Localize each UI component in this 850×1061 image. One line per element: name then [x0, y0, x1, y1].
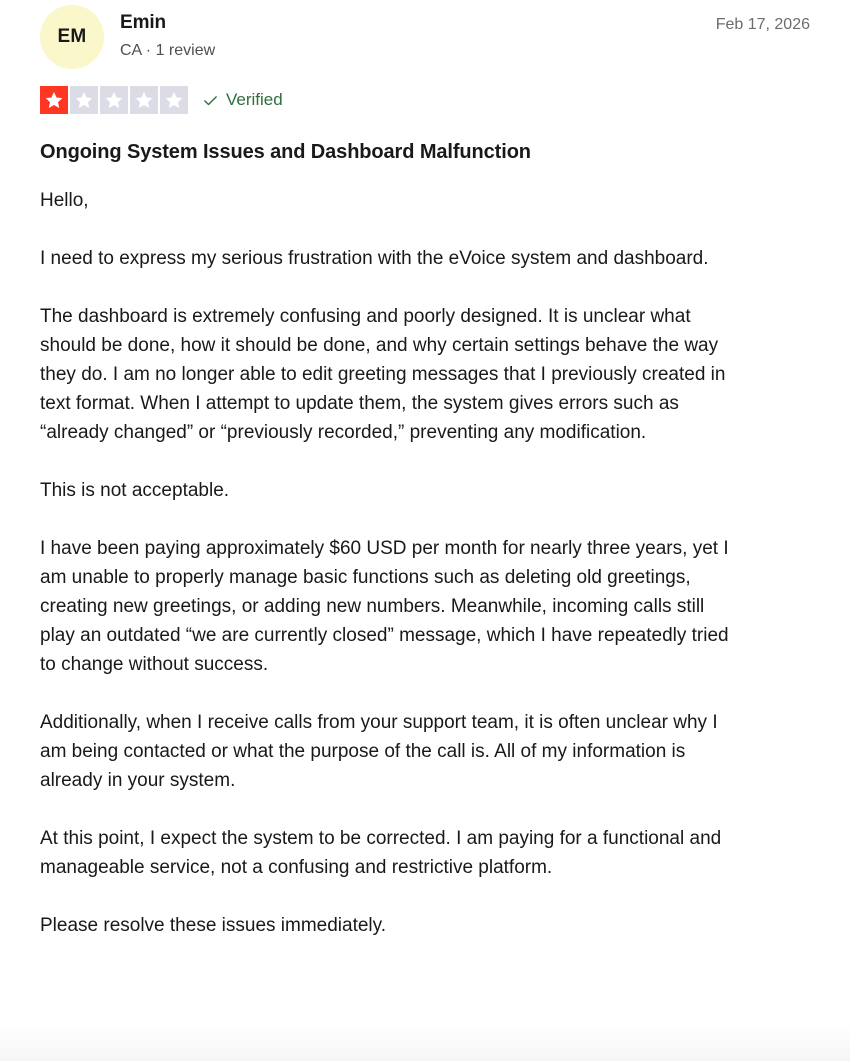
star-rating [40, 86, 188, 114]
review-paragraph: At this point, I expect the system to be corrected. I am paying for a functional and manageable service, not a confusing and restrictive platform. [40, 828, 727, 878]
review-date: Feb 17, 2026 [715, 16, 810, 33]
rating-row [40, 86, 810, 114]
verified-label: Verified [226, 90, 283, 109]
consumer-profile[interactable] [40, 2, 215, 69]
star-icon-5 [160, 86, 188, 114]
review-paragraph: Hello, [40, 190, 89, 211]
verified-badge [202, 88, 283, 112]
star-icon-3 [100, 86, 128, 114]
avatar [40, 5, 104, 69]
review-paragraph: I need to express my serious frustration with the eVoice system and dashboard. [40, 248, 709, 269]
consumer-location-and-review-count: CA · 1 review [120, 42, 216, 59]
page-bottom-fade [0, 1021, 850, 1061]
star-icon-4 [130, 86, 158, 114]
review-text [40, 186, 740, 940]
review-title: Ongoing System Issues and Dashboard Malfunction [40, 141, 531, 163]
review-paragraph: I have been paying approximately $60 USD per month for nearly three years, yet I am unable to properly manage basic functions such as deleting old greetings, creating new greetings, or adding new numbers. Meanwhile, incoming calls still play an outdated “we are currently closed” message, which I have repeatedly tried to change without success. [40, 538, 734, 675]
star-icon-2 [70, 86, 98, 114]
avatar-initials: EM [57, 26, 87, 47]
check-icon [202, 92, 219, 109]
star-icon-1 [40, 86, 68, 114]
consumer-name[interactable]: Emin [120, 12, 167, 33]
review-paragraph: This is not acceptable. [40, 480, 230, 501]
review-paragraph: The dashboard is extremely confusing and poorly designed. It is unclear what should be done, how it should be done, and why certain settings behave the way they do. I am no longer able to edit greeting messages that I previously created in text format. When I attempt to update them, the system gives errors such as “already changed” or “previously recorded,” preventing any modification. [40, 306, 731, 443]
review-header [40, 0, 810, 70]
review-paragraph: Additionally, when I receive calls from your support team, it is often unclear why I am being contacted or what the purpose of the call is. All of my information is already in your system. [40, 712, 723, 791]
review-paragraph: Please resolve these issues immediately. [40, 915, 387, 936]
consumer-meta [120, 2, 215, 63]
